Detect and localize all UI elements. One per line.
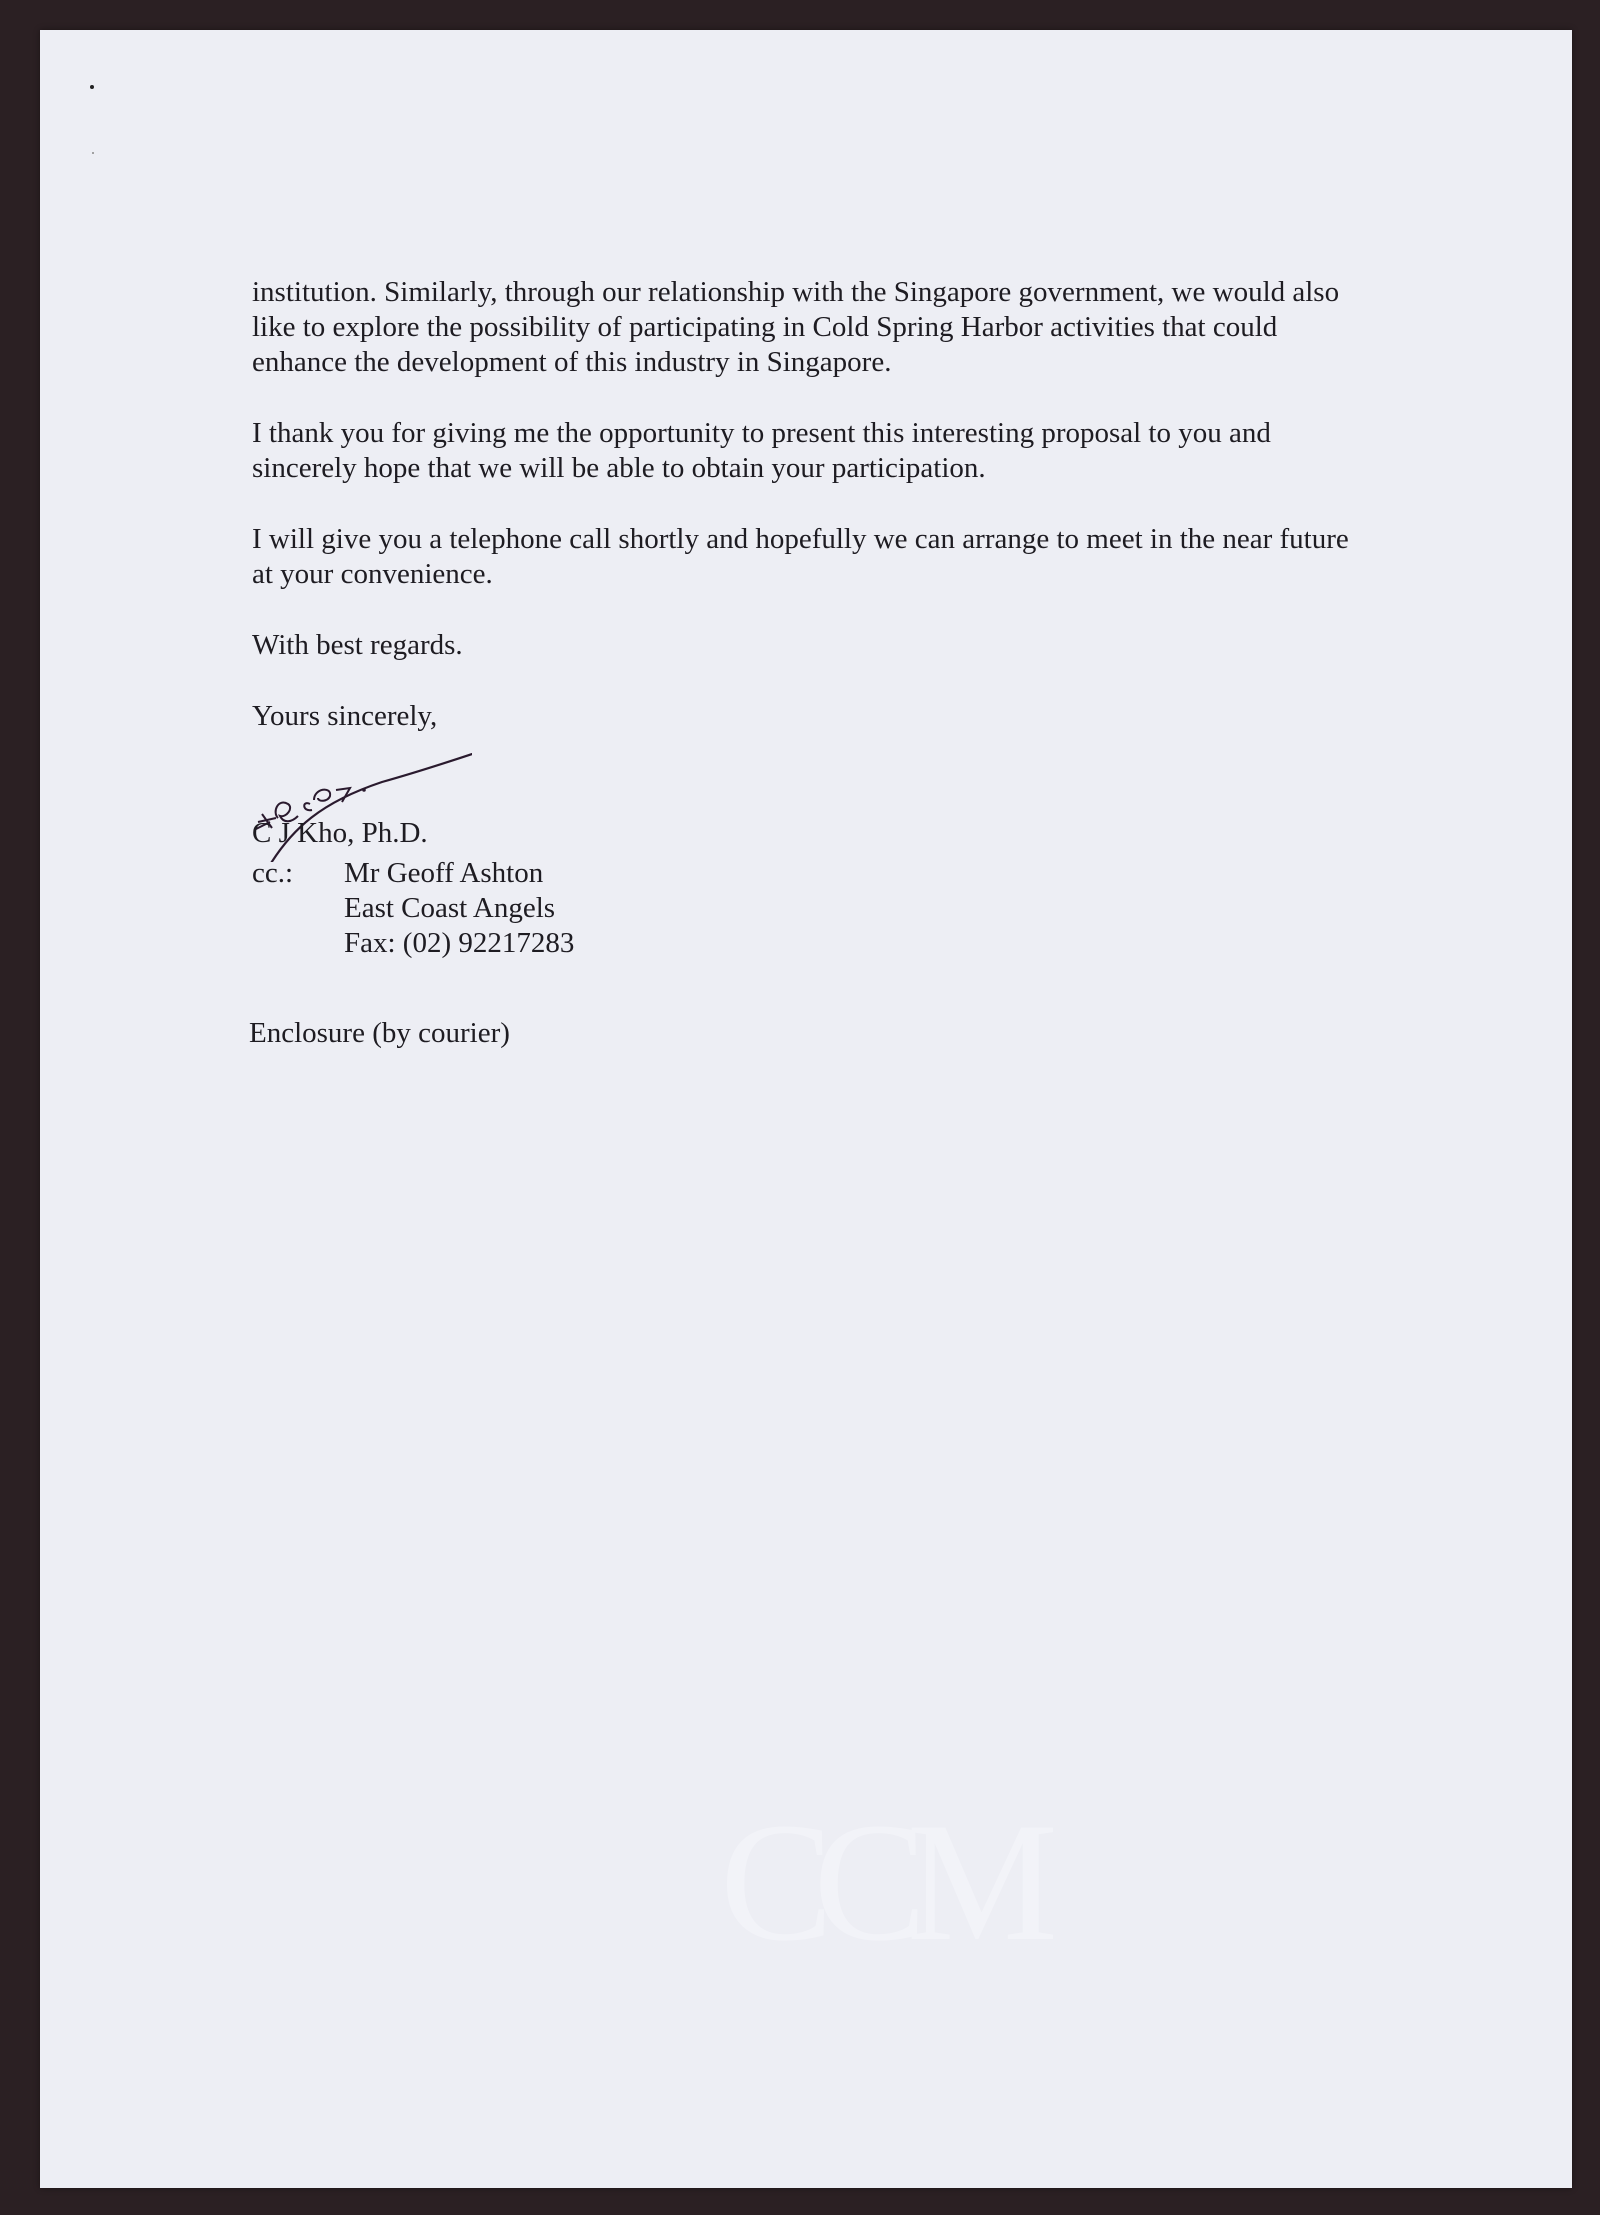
paragraph-2: I thank you for giving me the opportunity to present this interesting proposal to you and sincerely hope that we will be able to obtain your participation. <box>252 417 1271 484</box>
cc-fax: Fax: (02) 92217283 <box>344 927 575 959</box>
paper-speck <box>90 85 94 89</box>
cc-label: cc.: <box>252 857 294 889</box>
cc-recipient <box>344 856 574 961</box>
signatory-name: C J Kho, Ph.D. <box>252 817 428 849</box>
paragraph-1: institution. Similarly, through our relationship with the Singapore government, we would also like to explore the possibility of participating in Cold Spring Harbor activities that could enhance the development of this industry in Singapore. <box>252 276 1340 378</box>
cc-block <box>252 856 1372 961</box>
regards-line: With best regards. <box>252 629 463 661</box>
cc-organization: East Coast Angels <box>344 892 556 924</box>
cc-name: Mr Geoff Ashton <box>344 857 544 889</box>
letter-body <box>249 275 1372 1051</box>
enclosure-note: Enclosure (by courier) <box>249 1017 510 1049</box>
paper-speck <box>92 152 94 154</box>
paragraph-3: I will give you a telephone call shortly and hopefully we can arrange to meet in the near future at your convenience. <box>252 523 1349 590</box>
signature-block <box>252 734 1372 854</box>
closing-line: Yours sincerely, <box>252 700 438 732</box>
watermark-logo: CCM <box>720 1788 1038 1976</box>
